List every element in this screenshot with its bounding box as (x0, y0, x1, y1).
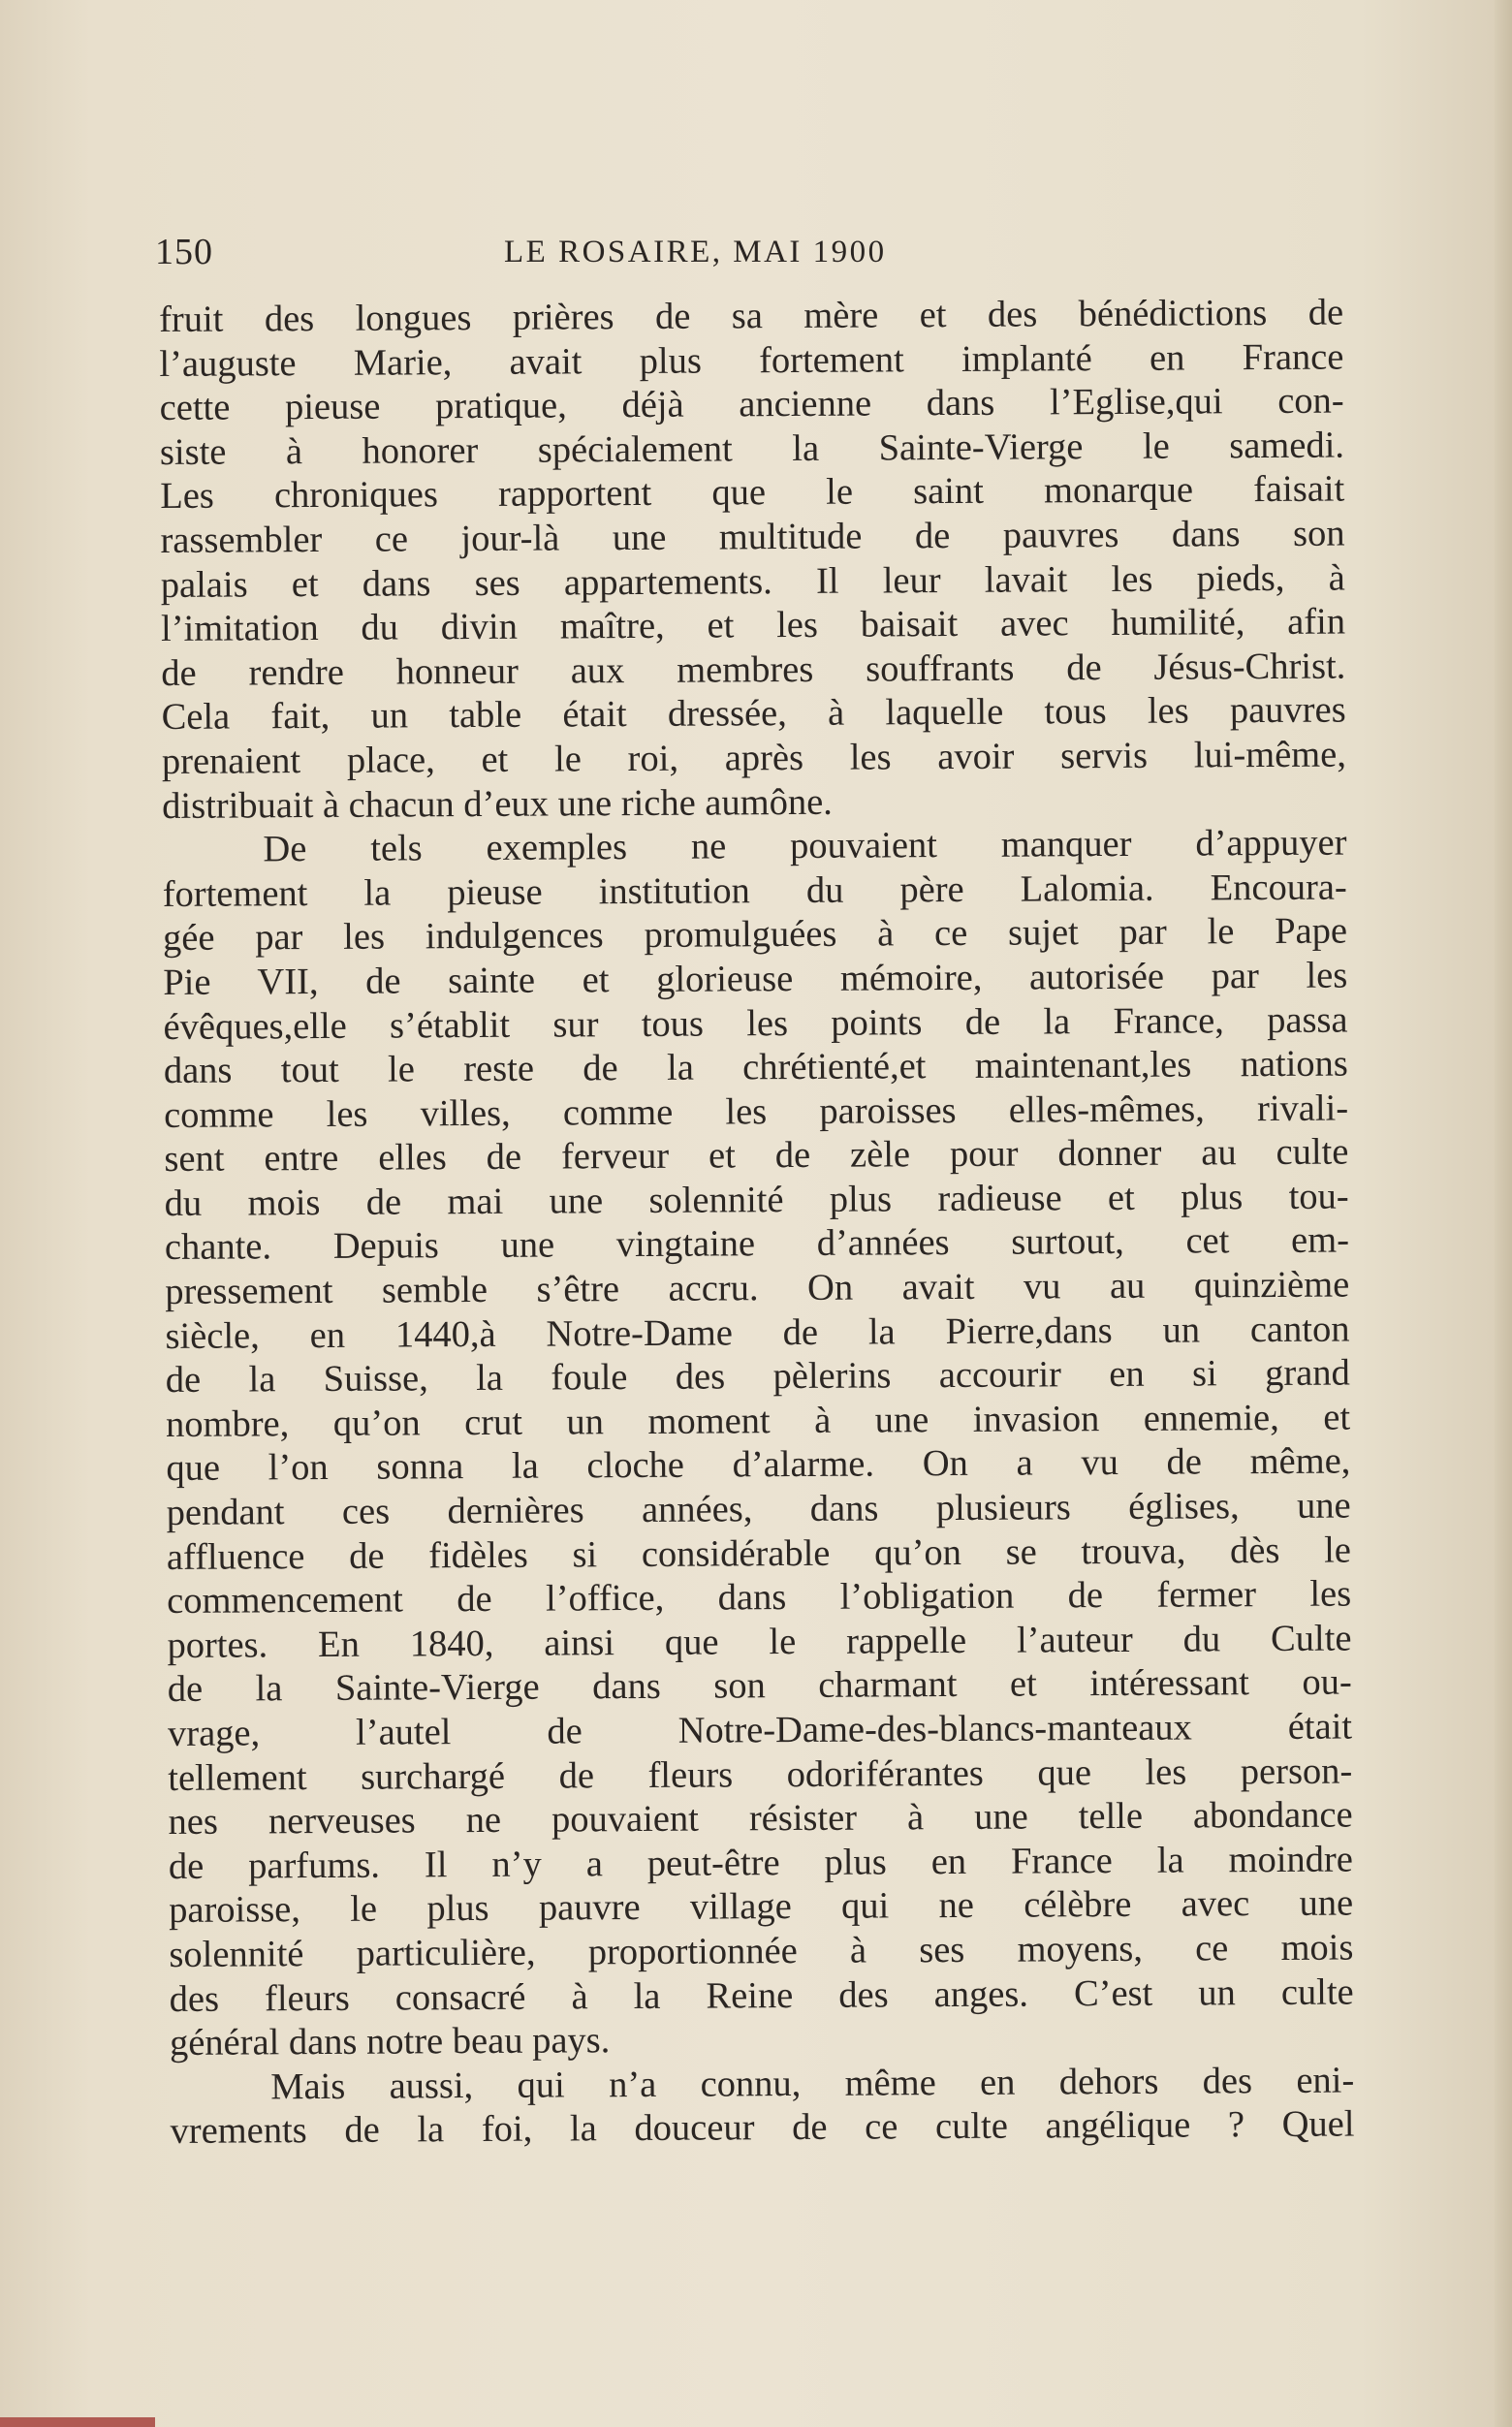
running-title: LE ROSAIRE, MAI 1900 (504, 235, 887, 269)
text-line: pressement semble s’être accru. On avait vu au quinzième (165, 1264, 1350, 1313)
text-line: nes nerveuses ne pouvaient résister à une telle abondance (168, 1794, 1353, 1844)
text-line: rassembler ce jour-là une multitude de pauvres dans son (160, 513, 1345, 561)
page-header (155, 231, 1376, 279)
text-line: dans tout le reste de la chrétienté,et maintenant,les nations (163, 1043, 1348, 1092)
text-line: pendant ces dernières années, dans plusieurs églises, une (166, 1485, 1351, 1534)
text-line: cette pieuse pratique, déjà ancienne dans l’Eglise,qui con- (159, 380, 1344, 429)
text-line: chante. Depuis une vingtaine d’années surtout, cet em- (164, 1219, 1350, 1269)
text-line: prenaient place, et le roi, après les avoir servis lui-même, (161, 734, 1347, 782)
text-line: siste à honorer spécialement la Sainte-Vierge le samedi. (159, 425, 1345, 473)
text-line: de la Suisse, la foule des pèlerins accourir en si grand (165, 1352, 1350, 1402)
binding-corner-mark (0, 2417, 155, 2427)
text-line: vrements de la foi, la douceur de ce culte angélique ? Quel (170, 2103, 1355, 2153)
text-line: Pie VII, de sainte et glorieuse mémoire, autorisée par les (163, 955, 1348, 1003)
text-line: siècle, en 1440,à Notre-Dame de la Pierre,dans un canton (165, 1308, 1350, 1357)
text-line: des fleurs consacré à la Reine des anges. C’est un culte (169, 1971, 1354, 2020)
text-line: sent entre elles de ferveur et de zèle pour donner au culte (164, 1131, 1349, 1181)
text-line: tellement surchargé de fleurs odoriférantes que les person- (168, 1750, 1353, 1799)
text-line: Cela fait, un table était dressée, à laquelle tous les pauvres (161, 689, 1346, 739)
text-line: que l’on sonna la cloche d’alarme. On a vu de même, (166, 1440, 1351, 1490)
text-line: palais et dans ses appartements. Il leur lavait les pieds, à (160, 557, 1345, 606)
text-line: fortement la pieuse institution du père Lalomia. Encoura- (162, 867, 1347, 915)
text-line: évêques,elle s’établit sur tous les points de la France, passa (163, 999, 1348, 1048)
text-line: de parfums. Il n’y a peut-être plus en France la moindre (168, 1839, 1353, 1887)
text-line: de la Sainte-Vierge dans son charmant et intéressant ou- (167, 1661, 1352, 1711)
text-line: Mais aussi, qui n’a connu, même en dehors des eni- (270, 2060, 1355, 2108)
text-line: général dans notre beau pays. (169, 2020, 611, 2065)
text-line: affluence de fidèles si considérable qu’on se trouva, dès le (166, 1529, 1352, 1578)
text-line: nombre, qu’on crut un moment à une invasion ennemie, et (165, 1397, 1351, 1445)
text-line: solennité particulière, proportionnée à ses moyens, ce mois (169, 1927, 1354, 1975)
text-line: distribuait à chacun d’eux une riche aumône. (162, 781, 833, 827)
text-line: De tels exemples ne pouvaient manquer d’appuyer (263, 822, 1347, 870)
text-line: l’imitation du divin maître, et les baisait avec humilité, afin (160, 601, 1346, 650)
page-number: 150 (155, 232, 213, 272)
text-line: du mois de mai une solennité plus radieuse et plus tou- (164, 1176, 1349, 1224)
page-edge-shadow (1495, 0, 1512, 2427)
text-line: commencement de l’office, dans l’obligation de fermer les (167, 1573, 1352, 1623)
text-line: fruit des longues prières de sa mère et des bénédictions de (159, 292, 1344, 340)
text-line: gée par les indulgences promulguées à ce sujet par le Pape (162, 910, 1348, 960)
text-line: vrage, l’autel de Notre-Dame-des-blancs-manteaux était (167, 1706, 1353, 1754)
body-text (159, 292, 1355, 2155)
text-line: l’auguste Marie, avait plus fortement implanté en France (159, 336, 1344, 385)
text-line: Les chroniques rapportent que le saint monarque faisait (160, 468, 1345, 518)
text-line: paroisse, le plus pauvre village qui ne célèbre avec une (169, 1882, 1354, 1932)
text-line: de rendre honneur aux membres souffrants de Jésus-Christ. (161, 646, 1346, 694)
text-line: portes. En 1840, ainsi que le rappelle l’auteur du Culte (167, 1618, 1352, 1666)
text-line: comme les villes, comme les paroisses elles-mêmes, rivali- (164, 1087, 1349, 1136)
